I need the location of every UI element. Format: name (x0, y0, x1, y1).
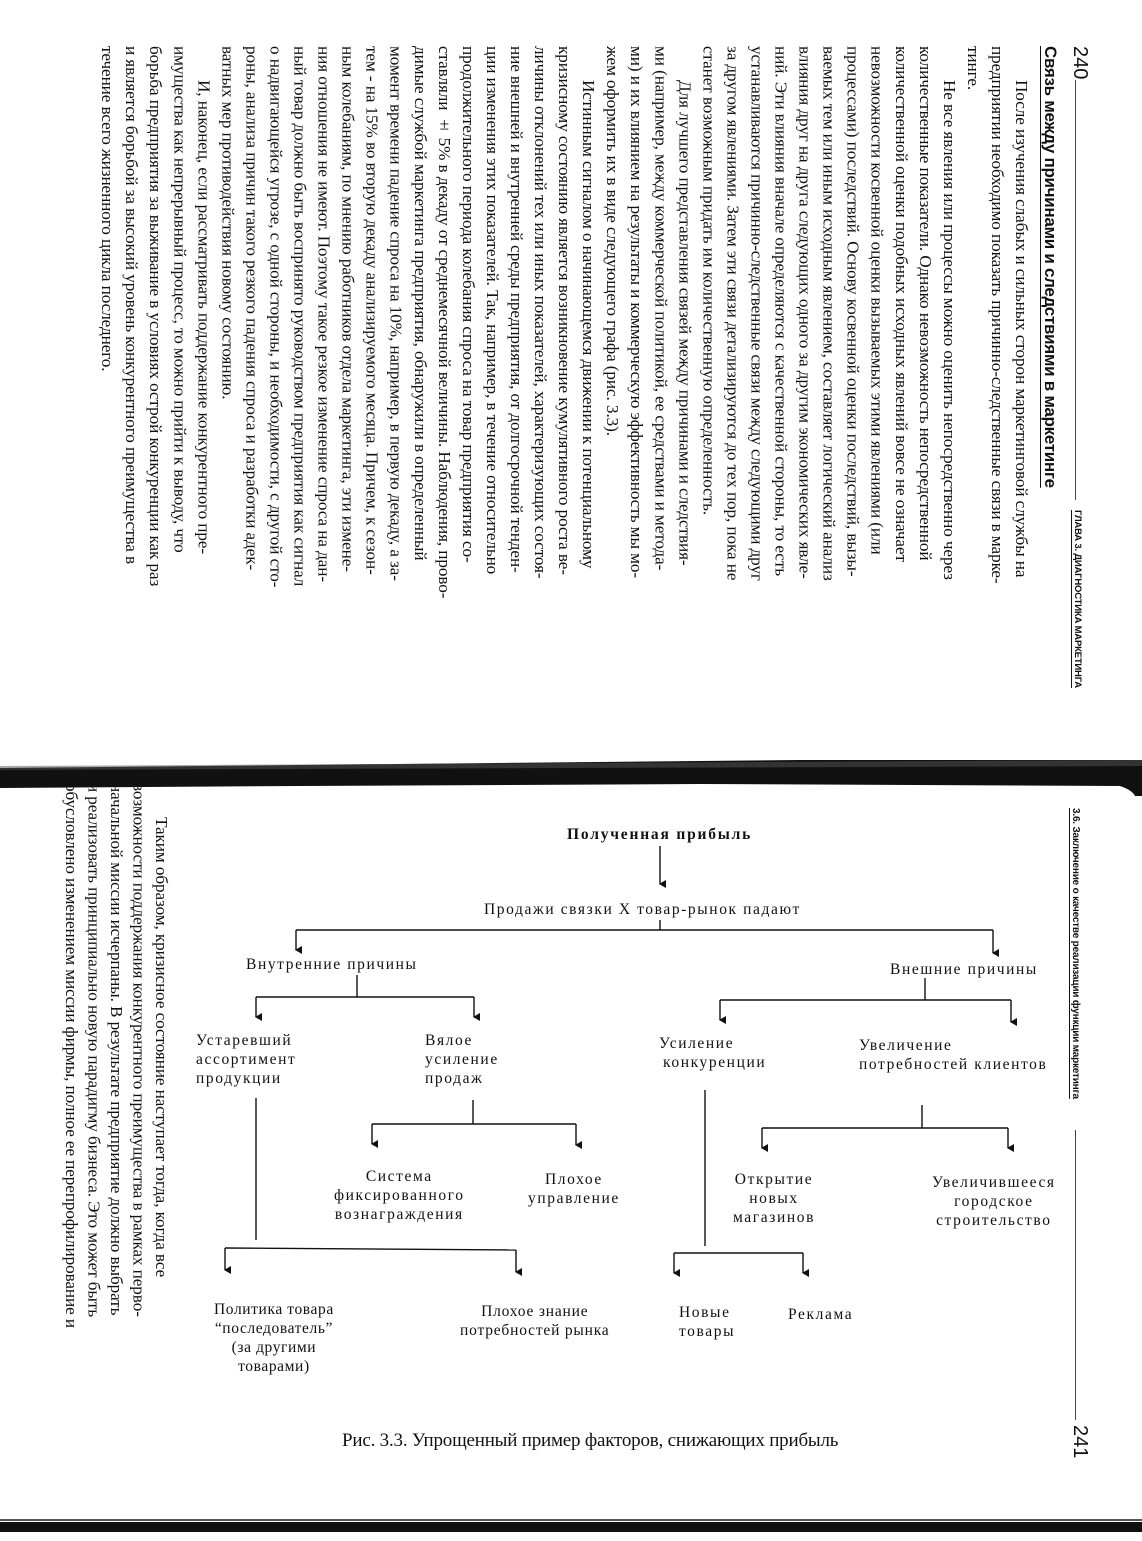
left-page-line: Не все явления или процессы можно оценить непосредственно через (939, 80, 959, 580)
left-page-line: ции изменения этих показателей. Так, например, в течение относительно (482, 46, 502, 575)
node-advertising: Реклама (788, 1306, 854, 1323)
left-page-line: предприятии необходимо показать причинно-следственные связи в марке- (987, 46, 1007, 584)
page-edge-rule (0, 1519, 1142, 1521)
node-bad-management: Плохое управление (528, 1171, 620, 1207)
left-page-line: момент времени падение спроса на 10%, например, в первую декаду, а за- (386, 46, 406, 581)
figure-caption: Рис. 3.3. Упрощенный пример факторов, снижающих прибыль (342, 1430, 839, 1451)
page-number-241: 241 (1069, 1425, 1091, 1459)
right-page-line: возможности поддержания конкурентного преимущества в рамках перво- (129, 783, 149, 1317)
left-page-line: за другом явлениями. Затем эти связи детализируются до тех пор, пока не (723, 46, 743, 581)
left-page-line: ний. Эти влияния вначале определяются с качественной стороны, то есть (771, 46, 791, 576)
section-title: Связь между причинами и следствиями в маркетинге (1041, 46, 1060, 488)
node-sluggish-sales: Вялое усиление продаж (425, 1032, 499, 1087)
left-page-line: тинге. (963, 46, 983, 91)
left-page-line: ния отношения не имеют. Поэтому такое резкое изменение спроса на дан- (314, 46, 334, 582)
page-number-240: 240 (1069, 46, 1091, 80)
page-edge-shadow (0, 1522, 1142, 1532)
node-external-causes: Внешние причины (890, 961, 1038, 978)
left-page-line: и является борьбой за высокий уровень конкурентного преимущества в (122, 46, 142, 565)
left-page-line: количественные показатели. Однако невозможность непосредственной (915, 46, 935, 561)
left-page-line: Для лучшего представления связей между причинами и следствия- (675, 80, 695, 566)
node-sales-fall: Продажи связки X товар-рынок падают (484, 901, 801, 918)
right-page-line: начальной миссии исчерпаны. В результате предприятие должно выбрать (107, 783, 126, 1316)
left-page-line: личины отклонений тех или иных показателей, характеризующих состоя- (531, 46, 550, 579)
node-customer-needs: Увеличение потребностей клиентов (859, 1037, 1048, 1073)
left-page-line: ние внешней и внутренней среды предприятия, от долгосрочной тенден- (506, 46, 526, 573)
left-page-line: И, наконец, если рассматривать поддержание конкурентного пре- (194, 80, 214, 555)
running-head-left: ГЛАВА 3. ДИАГНОСТИКА МАРКЕТИНГА (1072, 510, 1083, 688)
left-page-line: кризисному состоянию является возникновение кумулятивного роста ве- (555, 46, 575, 575)
left-page-line: димые службой маркетинга предприятия, обнаружили в определенный (410, 46, 430, 561)
left-page-line: ми) и их влиянием на результаты и коммерческую эффективность мы мо- (627, 46, 647, 578)
left-page-line: течение всего жизненного цикла последнего. (98, 46, 118, 372)
node-follower-policy: Политика товара “последователь” (за другими товарами) (214, 1301, 334, 1375)
left-page-line: имущества как непрерывный процесс, то можно прийти к выводу, что (170, 46, 190, 553)
left-page-line: влияния друг на друга следующих одного за другим экономических явле- (795, 46, 815, 579)
left-page-line: ваемых тем или иным исходным явлением, составляет логический анализ (819, 46, 839, 581)
left-page-line: борьба предприятия за выживание в условиях острой конкуренции как раз (146, 46, 166, 587)
node-internal-causes: Внутренние причины (246, 956, 418, 973)
left-page-line: ставляли ± 5% в декаду от среднемесячной величины. Наблюдения, прово- (434, 46, 454, 599)
node-fixed-reward-system: Система фиксированного вознаграждения (334, 1168, 465, 1223)
left-page-line: ватных мер противодействия новому состоянию. (218, 46, 238, 400)
node-urban-construction: Увеличившееся городское строительство (932, 1174, 1056, 1229)
left-page-line: жем оформить их в виде следующего графа (рис. 3.3). (603, 46, 623, 436)
running-head-right: 3.6. Заключение о качестве реализации функции маркетинга (1070, 808, 1081, 1099)
left-page-line: станет возможным придать им количественную определенность. (699, 46, 719, 516)
left-page-line: ный товар должно быть воспринято руководством предприятия как сигнал (290, 46, 310, 587)
left-page-line: невозможности косвенной оценки вызываемых этими явлениями (или (867, 46, 887, 555)
right-page-line: обусловлено изменением миссии фирмы, полное ее перепрофилирование и (62, 783, 81, 1328)
left-page-line: роны, анализа причин такого резкого падения спроса и разработки адек- (242, 46, 262, 571)
left-page-line: количественной оценки подобных исходных явлений вовсе не означает (891, 46, 911, 562)
node-received-profit: Полученная прибыль (567, 826, 753, 843)
left-page-line: устанавливаются причинно-следственные связи между следующими друг (747, 46, 767, 581)
left-page-line: процессами) последствий. Основу косвенной оценки последствий, вызы- (843, 46, 863, 577)
left-page-line: ми (например, между коммерческой политикой, ее средствами и метода- (651, 46, 671, 571)
node-bad-market-knowledge: Плохое знание потребностей рынка (460, 1303, 610, 1339)
right-page-line: и реализовать принципиально новую парадигму бизнеса. Это может быть (84, 783, 104, 1318)
left-page-line: продолжительного периода колебания спроса на товар предприятия со- (458, 46, 478, 563)
right-page-line: Таким образом, кризисное состояние наступает тогда, когда все (152, 817, 171, 1278)
node-new-goods: Новые товары (679, 1304, 736, 1340)
left-page-line: Истинным сигналом о начинающемся движении к потенциальному (579, 80, 599, 569)
node-new-stores: Открытие новых магазинов (733, 1171, 816, 1226)
left-page-line: тем - на 15% во вторую декаду анализируемого месяца. Причем, к сезон- (362, 46, 382, 575)
left-page-line: ным колебаниям, по мнению работников отдела маркетинга, эти измене- (338, 46, 358, 572)
left-page-line: После изучения слабых и сильных сторон маркетинговой службы на (1012, 80, 1031, 578)
node-outdated-assortment: Устаревший ассортимент продукции (196, 1032, 297, 1087)
left-page-line: о надвигающейся угрозе, с одной стороны, и необходимости, с другой сто- (266, 46, 286, 588)
node-competition: Усиление конкуренции (659, 1035, 767, 1071)
